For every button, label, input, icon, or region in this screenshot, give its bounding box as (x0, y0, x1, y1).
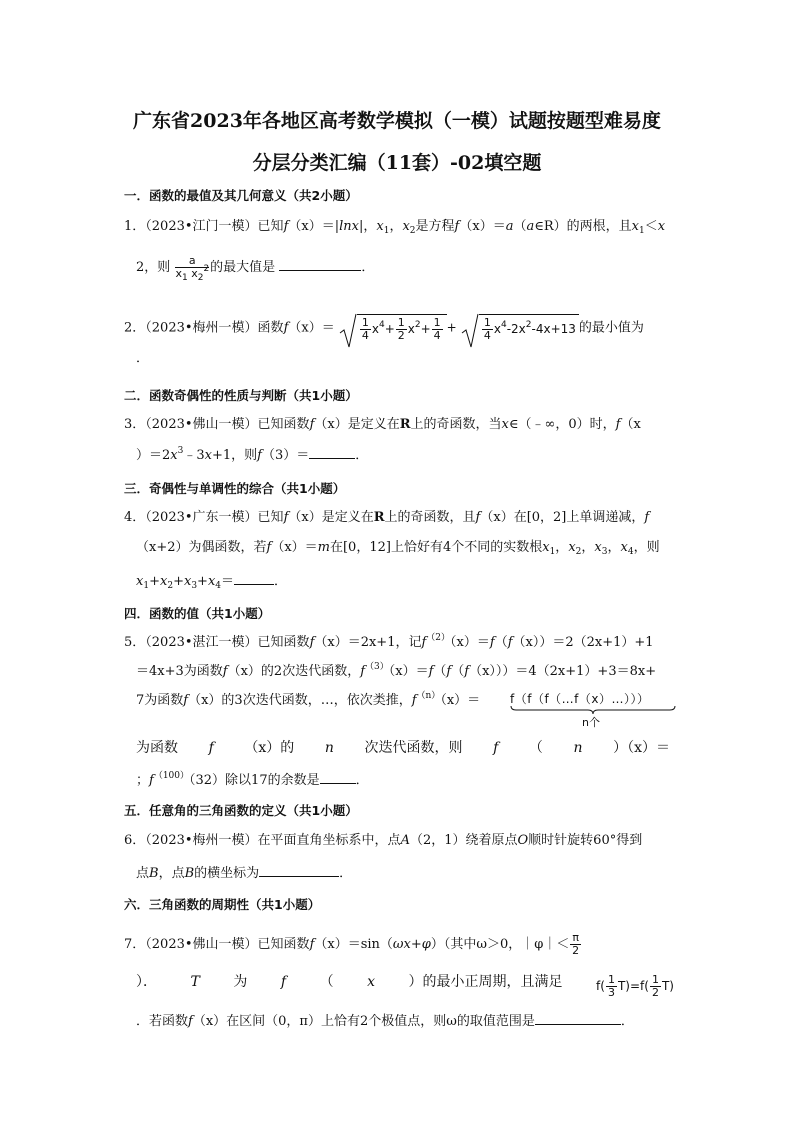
question-5-line3: 7为函数f（x）的3次迭代函数，…，依次类推，$f^{(n)}(x)=$ (136, 691, 481, 708)
question-1-line2: 2，则 $\frac{a}{x_1 x_2^2}$ 的最大值是 ． (136, 254, 375, 283)
section-heading-4: 四．函数的值（共1小题） (124, 606, 271, 621)
question-7-line3: ．若函数f（x）在区间（0，π）上恰有2个极值点，则ω的取值范围是 ． (136, 1014, 634, 1029)
periodic-condition: f( $\frac{1}{3}$ T)=f( $\frac{1}{2}$ T) (596, 973, 674, 999)
section-heading-5: 五．任意角的三角函数的定义（共1小题） (124, 803, 358, 818)
question-4-line2: （x+2）为偶函数，若f（x）＝m在[0，12]上恰好有4个不同的实数根$x_1$，$x_2$，$x_3$，$x_4$，则 (136, 540, 660, 557)
page-title-line2: 分层分类汇编（11套）-02填空题 (252, 152, 542, 174)
question-4-line3: $x_1+x_2+x_3+x_4=$ ． (136, 574, 288, 591)
answer-blank-6[interactable] (259, 864, 339, 877)
fraction-a-over-x1x2: $\frac{a}{x_1 x_2^2}$ (175, 254, 210, 283)
question-5-line5: ；$f^{(100)}(32)$除以17的余数是 ． (136, 771, 369, 788)
question-1-line1: 1．（2023•江门一模）已知f（x）＝|lnx|，$x_1$，$x_2$是方程f（x）＝a（a∈R）的两根，且$x_1<x$ (124, 219, 666, 236)
question-6-line1: 6．（2023•梅州一模）在平面直角坐标系中，点A（2，1）绕着原点O顺时针旋转60°得到 (124, 833, 643, 848)
answer-blank-7[interactable] (535, 1012, 621, 1025)
answer-blank-3[interactable] (309, 446, 355, 459)
answer-blank-1[interactable] (279, 258, 361, 271)
question-7-line1: 7．（2023•佛山一模）已知函数f（x）＝sin（ωx+φ）（其中ω＞0，｜φ｜＜ $\frac{\pi}{2}$ (124, 931, 580, 957)
section-heading-3: 三．奇偶性与单调性的综合（共1小题） (124, 481, 346, 496)
question-2-line1: 2．（2023•梅州一模）函数f（x）＝ $\frac{1}{4}$ $x^4+$ $\frac{1}{2}$ $x^2+$ $\frac{1}{4}$ + $\frac{1}{4}$ $x^4-2x^2-4x+13$ 的最小值为 (124, 314, 644, 342)
question-5-line2: ＝4x+3为函数f（x）的2次迭代函数，$f^{(3)}(x)=f(f(f(x)))=4(2x+1)+3=8x+$ (136, 662, 657, 679)
answer-blank-5[interactable] (320, 771, 356, 784)
question-5-line4: 为函数 f （x）的 n 次迭代函数，则 f （ n ）（x）＝ (136, 740, 670, 756)
section-heading-1: 一．函数的最值及其几何意义（共2小题） (124, 188, 358, 203)
page-title-line1: 广东省2023年各地区高考数学模拟（一模）试题按题型难易度 (133, 110, 661, 132)
radical-expression-1: $\frac{1}{4}$ $x^4+$ $\frac{1}{2}$ $x^2+$ $\frac{1}{4}$ (339, 314, 447, 342)
underbrace-nested-f: f（f（f（…f（x）…））） n个 (510, 690, 676, 730)
answer-blank-4[interactable] (234, 572, 274, 585)
question-6-line2: 点B，点B的横坐标为 ． (136, 866, 353, 881)
section-heading-2: 二．函数奇偶性的性质与判断（共1小题） (124, 388, 358, 403)
question-7-line2: ）． T 为 f （ x ）的最小正周期，且满足 f( $\frac{1}{3}$ T)=f( $\frac{1}{2}$ T) (136, 973, 674, 999)
radical-expression-2: $\frac{1}{4}$ $x^4-2x^2-4x+13$ (461, 314, 579, 342)
question-3-line1: 3．（2023•佛山一模）已知函数f（x）是定义在R上的奇函数，当x∈（﹣∞，0）时，f（x (124, 417, 641, 432)
fraction-pi-over-2: $\frac{\pi}{2}$ (572, 931, 580, 957)
question-3-line2: ）$=2x^3﹣3x+1$，则f（3）＝ ． (136, 446, 369, 463)
question-2-line2: ． (136, 351, 150, 366)
question-5-line1: 5．（2023•湛江一模）已知函数f（x）＝2x+1，记$f^{(2)}(x)=f(f(x))=2(2x+1)+1$ (124, 633, 654, 650)
section-heading-6: 六．三角函数的周期性（共1小题） (124, 897, 321, 912)
question-4-line1: 4．（2023•广东一模）已知f（x）是定义在R上的奇函数，且f（x）在[0，2]上单调递减，f (124, 510, 650, 525)
